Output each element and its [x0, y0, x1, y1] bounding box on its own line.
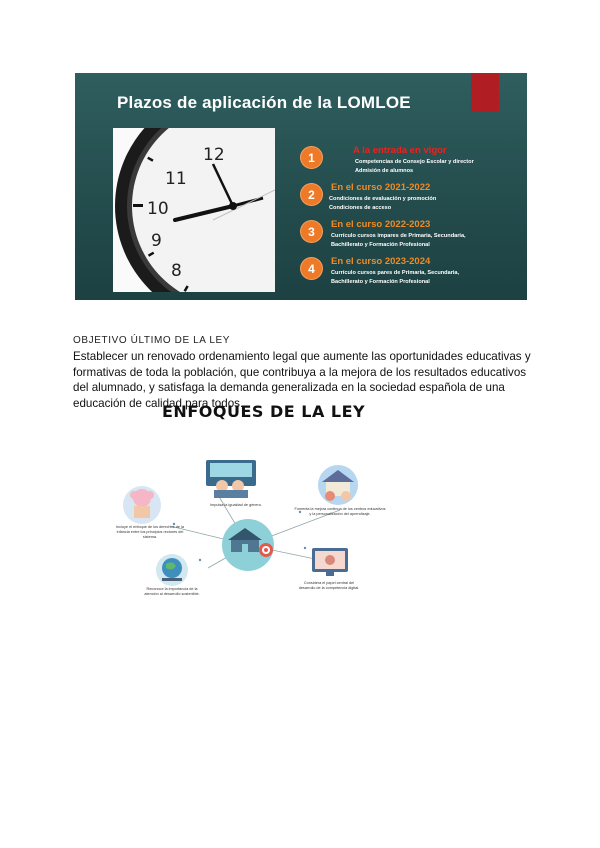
- computer-icon: [312, 548, 348, 576]
- svg-text:12: 12: [203, 145, 225, 165]
- timeline-heading: En el curso 2022-2023: [331, 219, 431, 230]
- objective-heading: OBJETIVO ÚLTIMO DE LA LEY: [73, 335, 231, 346]
- enfoques-infographic: [100, 400, 500, 610]
- caption-gender: Impulsa la igualdad de género.: [210, 503, 262, 507]
- caption-digital-competence: Considera el papel central del desarrollo de la competencia digital.: [298, 581, 360, 590]
- svg-text:11: 11: [165, 169, 187, 189]
- clock-icon: [113, 128, 275, 292]
- number-badge: 2: [301, 184, 322, 205]
- timeline-heading: En el curso 2021-2022: [331, 182, 431, 193]
- timeline-item: [301, 184, 526, 221]
- timeline-detail: Currículo cursos impares de Primaria, Secundaria, Bachillerato y Formación Profesional: [331, 233, 466, 248]
- slide-title: Plazos de aplicación de la LOMLOE: [117, 93, 411, 112]
- svg-text:10: 10: [147, 199, 169, 219]
- svg-text:9: 9: [151, 231, 162, 251]
- infographic-title: ENFOQUES DE LA LEY: [162, 402, 366, 421]
- svg-text:8: 8: [171, 261, 182, 281]
- caption-sustainability: Reconoce la importancia de la atención al desarrollo sostenible.: [144, 587, 200, 596]
- red-accent-block: [471, 73, 499, 111]
- house-people-icon: [318, 465, 358, 505]
- timeline-heading: A la entrada en vigor: [353, 145, 447, 156]
- target-icon: [259, 543, 273, 557]
- child-icon: [123, 486, 161, 524]
- number-badge: 4: [301, 258, 322, 279]
- clock-image: [113, 128, 275, 292]
- timeline-heading: En el curso 2023-2024: [331, 256, 431, 267]
- lomloe-slide: [75, 73, 527, 300]
- timeline-detail: Currículo cursos pares de Primaria, Secundaria, Bachillerato y Formación Profesional: [331, 270, 460, 285]
- globe-icon: [156, 554, 188, 586]
- timeline-detail: Competencias de Consejo Escolar y director Admisión de alumnos: [355, 159, 474, 174]
- classroom-board-icon: [206, 460, 256, 498]
- caption-childhood-rights: Incluye el enfoque de los derechos de la infancia entre los principios rectores del sistema.: [116, 525, 184, 539]
- timeline-list: [301, 147, 526, 295]
- objective-paragraph: Establecer un renovado ordenamiento legal que aumente las oportunidades educativas y formativas de toda la población, que contribuya a la mejora de los resultados educativos del alumnado, y satisfaga la demanda generalizada en la sociedad española de una educación de calidad para todos.: [73, 350, 531, 410]
- caption-continuous-improvement: Fomenta la mejora continua de los centros educativos y la personalización del aprendizaje.: [294, 507, 386, 516]
- timeline-detail: Condiciones de evaluación y promoción Condiciones de acceso: [329, 196, 437, 211]
- timeline-item: [301, 221, 526, 258]
- timeline-item: [301, 147, 526, 184]
- number-badge: 1: [301, 147, 322, 168]
- number-badge: 3: [301, 221, 322, 242]
- timeline-item: [301, 258, 526, 295]
- infographic-graphic: [100, 400, 500, 610]
